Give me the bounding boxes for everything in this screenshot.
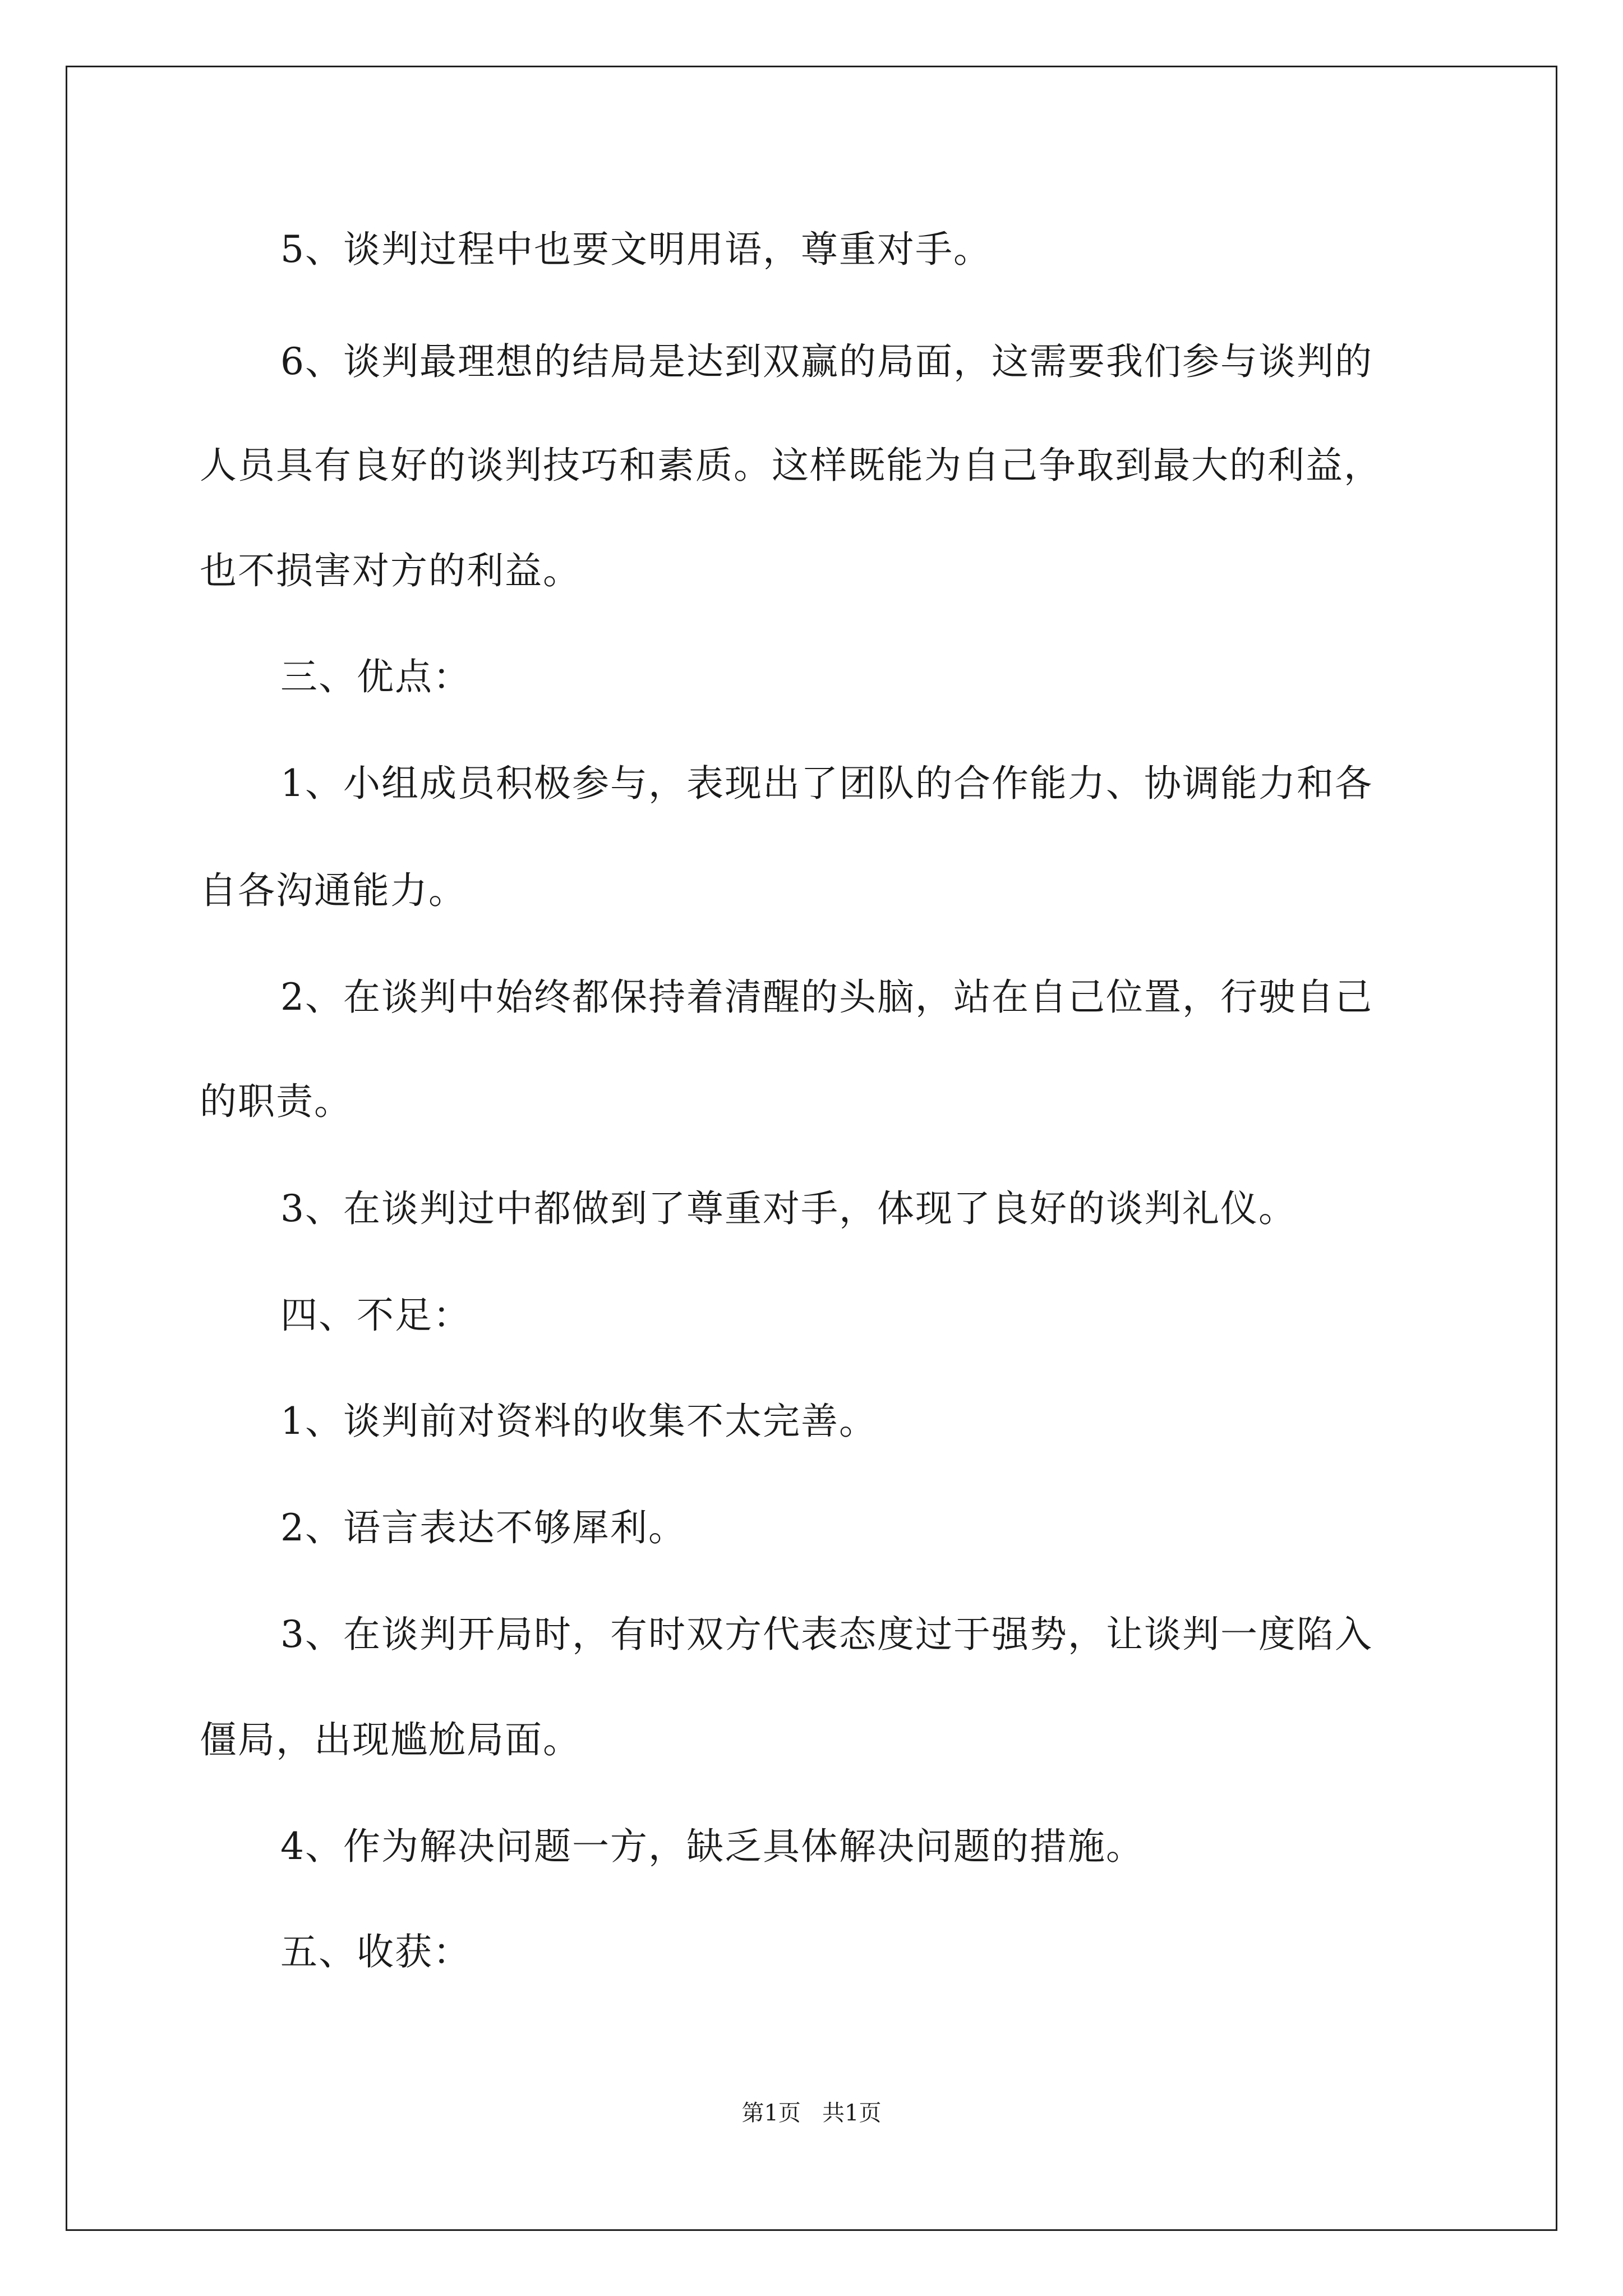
paragraph-line: 2、在谈判中始终都保持着清醒的头脑，站在自己位置，行驶自己 [280,976,1373,1019]
paragraph-line: 1、谈判前对资料的收集不太完善。 [280,1400,877,1443]
paragraph-line: 也不损害对方的利益。 [200,549,581,592]
paragraph-line: 人员具有良好的谈判技巧和素质。这样既能为自己争取到最大的利益， [200,444,1382,487]
paragraph-line: 5、谈判过程中也要文明用语，尊重对手。 [280,228,992,271]
section-heading: 三、优点： [280,655,471,698]
paragraph-line: 自各沟通能力。 [200,869,467,912]
paragraph-line: 的职责。 [200,1080,352,1123]
paragraph-line: 僵局，出现尴尬局面。 [200,1718,581,1761]
paragraph-line: 4、作为解决问题一方，缺乏具体解决问题的措施。 [280,1825,1144,1868]
paragraph-line: 3、在谈判开局时，有时双方代表态度过于强势，让谈判一度陷入 [280,1613,1373,1656]
page-footer: 第1页 共1页 [741,2100,882,2126]
paragraph-line: 2、语言表达不够犀利。 [280,1506,686,1549]
section-heading: 四、不足： [280,1294,471,1337]
paragraph-line: 3、在谈判过中都做到了尊重对手，体现了良好的谈判礼仪。 [280,1187,1297,1230]
paragraph-line: 6、谈判最理想的结局是达到双赢的局面，这需要我们参与谈判的 [280,340,1373,383]
page-border [66,66,1557,2231]
paragraph-line: 1、小组成员积极参与，表现出了团队的合作能力、协调能力和各 [280,762,1373,805]
section-heading: 五、收获： [280,1930,471,1973]
